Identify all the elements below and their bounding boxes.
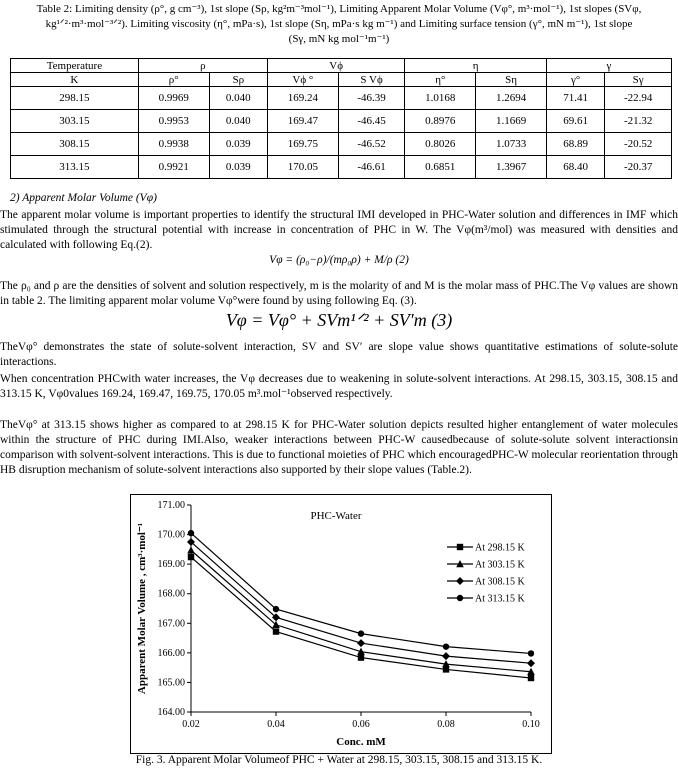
table-caption	[0, 2, 678, 47]
sub-header-cell: Vϕ °	[267, 73, 338, 87]
table-cell: -20.52	[605, 133, 672, 156]
table-cell: 298.15	[11, 87, 139, 110]
paragraph-1: The apparent molar volume is important properties to identify the structural IMI developed in PHC-Water solution and differences in IMF which stimulated through the structural potential with increase in concentration of PHC in W. The Vφ(m³/mol) was measured with densities and calculated with following Eq.(2).	[0, 209, 678, 251]
data-point-series-4	[188, 530, 194, 536]
y-tick-label: 170.00	[157, 529, 185, 541]
sub-header-cell: η°	[405, 73, 476, 87]
table-cell: 303.15	[11, 110, 139, 133]
y-tick-label: 167.00	[157, 618, 185, 630]
table-cell: 0.9938	[138, 133, 209, 156]
data-point-series-1	[358, 654, 364, 660]
table-cell: 313.15	[11, 156, 139, 179]
data-point-series-1	[188, 554, 194, 560]
table-cell: 169.75	[267, 133, 338, 156]
data-table	[10, 58, 672, 179]
table-cell: 1.3967	[476, 156, 547, 179]
table-cell: 0.9953	[138, 110, 209, 133]
table-cell: -46.61	[338, 156, 405, 179]
table-cell: 1.0733	[476, 133, 547, 156]
x-axis-label: Conc. mM	[336, 736, 386, 748]
table-cell: -46.52	[338, 133, 405, 156]
table-cell: 0.8976	[405, 110, 476, 133]
table-cell: 1.1669	[476, 110, 547, 133]
table-cell: 169.47	[267, 110, 338, 133]
table-cell: 0.9969	[138, 87, 209, 110]
apparent-molar-volume-chart	[131, 495, 551, 753]
group-header-temperature: Temperature	[11, 59, 139, 73]
table-caption-line-2: kg¹ᐟ²·m³·mol⁻³ᐟ²). Limiting viscosity (η°, mPa·s), 1st slope (Sη, mPa·s kg m⁻¹) and Limiting surface tension (γ°, mN m⁻¹), 1st slope	[45, 18, 633, 30]
figure-caption: Fig. 3. Apparent Molar Volumeof PHC + Water at 298.15, 303.15, 308.15 and 313.15 K.	[135, 754, 543, 766]
paragraph-3: TheVφ° demonstrates the state of solute-solvent interaction, SV and SV′ are slope value shows quantitative estimations of solute-solute interactions.	[0, 341, 678, 368]
y-tick-label: 169.00	[157, 559, 185, 571]
table-group-header-row	[11, 59, 672, 73]
group-header-surface-tension: γ	[546, 59, 671, 73]
table-cell: 68.40	[546, 156, 604, 179]
data-point-series-4	[443, 643, 449, 649]
y-tick-label: 168.00	[157, 588, 185, 600]
group-header-viscosity: η	[405, 59, 547, 73]
table-cell: 68.89	[546, 133, 604, 156]
data-point-series-1	[528, 675, 534, 681]
table-cell: 1.2694	[476, 87, 547, 110]
sub-header-cell: Sη	[476, 73, 547, 87]
table-row	[11, 110, 672, 133]
data-point-series-2	[187, 546, 195, 553]
table-cell: 69.61	[546, 110, 604, 133]
table-sub-header-row	[11, 73, 672, 87]
table-cell: 0.039	[209, 133, 267, 156]
paragraph-4: When concentration PHCwith water increases, the Vφ decreases due to weakening in solute-solvent interactions. At 298.15, 303.15, 308.15 and 313.15 K, Vφ0values 169.24, 169.47, 169.75, 170.05 m³.mol⁻¹observed respectively.	[0, 373, 678, 400]
legend-marker	[457, 595, 463, 601]
table-row	[11, 87, 672, 110]
legend-label: At 298.15 K	[475, 542, 525, 554]
table-cell: -21.32	[605, 110, 672, 133]
y-tick-label: 171.00	[157, 500, 185, 511]
x-tick-label: 0.06	[352, 719, 370, 730]
legend-label: At 308.15 K	[475, 576, 525, 588]
chart-title: PHC-Water	[310, 510, 362, 522]
paragraph-2: The ρ₀ and ρ are the densities of solvent and solution respectively, m is the molarity of and M is the molar mass of PHC.The Vφ values are shown in table 2. The limiting apparent molar volume Vφ°were found by using following Eq. (3).	[0, 280, 678, 307]
x-tick-label: 0.08	[437, 719, 455, 730]
sub-header-cell: γ°	[546, 73, 604, 87]
table-cell: 170.05	[267, 156, 338, 179]
table-cell: 0.040	[209, 110, 267, 133]
table-cell: -46.45	[338, 110, 405, 133]
equation-2: Vφ = (ρ₀−ρ)/(mρ₀ρ) + M/ρ (2)	[269, 254, 409, 266]
legend-label: At 303.15 K	[475, 559, 525, 571]
sub-header-cell: Sρ	[209, 73, 267, 87]
table-cell: 0.9921	[138, 156, 209, 179]
y-tick-label: 164.00	[157, 707, 185, 718]
y-tick-label: 165.00	[157, 677, 185, 689]
data-point-series-3	[442, 652, 450, 660]
data-point-series-1	[273, 628, 279, 634]
data-point-series-3	[357, 639, 365, 647]
data-point-series-4	[273, 606, 279, 612]
equation-3: Vφ = Vφ° + SVm¹ᐟ² + SV′m (3)	[225, 310, 453, 330]
x-tick-label: 0.04	[267, 719, 285, 730]
table-cell: 1.0168	[405, 87, 476, 110]
table-cell: 308.15	[11, 133, 139, 156]
group-header-density: ρ	[138, 59, 267, 73]
sub-header-cell: K	[11, 73, 139, 87]
sub-header-cell: Sγ	[605, 73, 672, 87]
table-row	[11, 156, 672, 179]
legend-marker	[457, 544, 463, 550]
data-point-series-4	[358, 630, 364, 636]
y-tick-label: 166.00	[157, 647, 185, 659]
table-cell: 0.039	[209, 156, 267, 179]
x-tick-label: 0.02	[182, 719, 200, 730]
section-heading: 2) Apparent Molar Volume (Vφ)	[10, 192, 157, 204]
table-cell: -22.94	[605, 87, 672, 110]
legend-marker	[456, 577, 464, 585]
sub-header-cell: S Vϕ	[338, 73, 405, 87]
legend-label: At 313.15 K	[475, 593, 525, 605]
data-point-series-3	[527, 659, 535, 667]
table-cell: 71.41	[546, 87, 604, 110]
figure-frame	[130, 494, 552, 754]
table-cell: 0.6851	[405, 156, 476, 179]
x-tick-label: 0.10	[522, 719, 540, 730]
data-point-series-4	[528, 650, 534, 656]
group-header-molar-volume: Vϕ	[267, 59, 404, 73]
sub-header-cell: ρ°	[138, 73, 209, 87]
table-cell: -46.39	[338, 87, 405, 110]
table-row	[11, 133, 672, 156]
table-cell: 0.040	[209, 87, 267, 110]
y-axis-label: Apparent Molar Volume , cm³·mol⁻¹	[136, 522, 148, 695]
table-cell: 0.8026	[405, 133, 476, 156]
table-caption-line-3: (Sγ, mN kg mol⁻¹m⁻¹)	[288, 33, 390, 45]
paragraph-5: TheVφ° at 313.15 shows higher as compared to at 298.15 K for PHC-Water solution depicts resulted higher entanglement of water molecules within the structure of PHC during IMI.Also, weaker interactions between PHC-W causedbecause of solute-solute solvent interactionsin comparison with solvent-solvent interactions. This is due to functional moieties of PHC which encouragedPHC-W molecular reorientation through HB disruption mechanism of solute-solvent interactions also supported by their slope values (Table.2).	[0, 419, 678, 476]
table-cell: -20.37	[605, 156, 672, 179]
table-caption-line-1: Table 2: Limiting density (ρ°, g cm⁻³), 1st slope (Sρ, kg²m⁻³mol⁻¹), Limiting Apparent Molar Volume (Vφ°, m³·mol⁻¹), 1st slopes (SVφ,	[36, 3, 642, 15]
table-cell: 169.24	[267, 87, 338, 110]
